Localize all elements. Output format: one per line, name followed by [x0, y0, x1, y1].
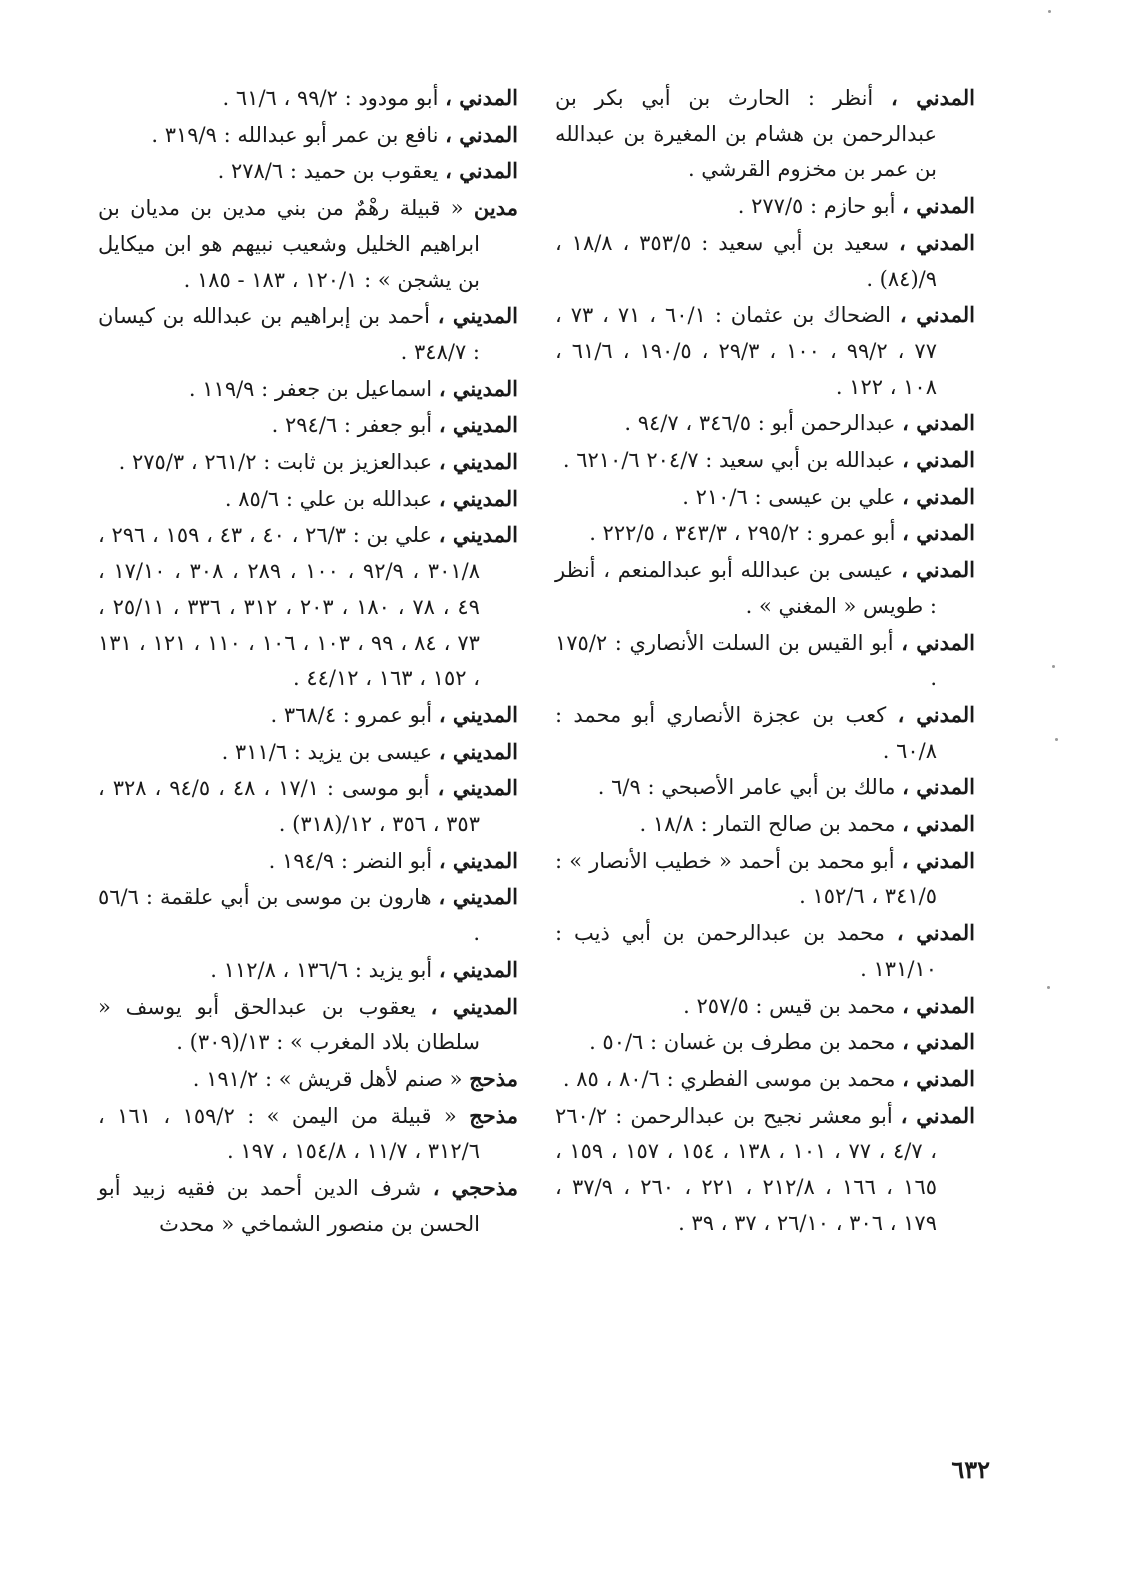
index-entry: [98, 190, 518, 298]
entry-headword: المدني ،: [901, 629, 975, 655]
entry-headword: المدني ،: [902, 520, 975, 546]
index-entry: [98, 153, 518, 190]
entry-text: سعيد بن أبي سعيد : ٣٥٣/٥ ، ١٨/٨ ، ٩/(٨٤) .: [555, 230, 937, 291]
index-entry: [98, 298, 518, 370]
index-entry: [98, 843, 518, 880]
index-entry: [98, 517, 518, 697]
entry-text: علي بن عيسى : ٢١٠/٦ .: [682, 484, 896, 509]
index-entry: [98, 80, 518, 117]
index-entry: [555, 442, 975, 479]
entry-text: أبو يزيد : ١٣٦/٦ ، ١١٢/٨ .: [210, 957, 433, 982]
entry-text: أبو محمد بن أحمد « خطيب الأنصار » : ٣٤١/٥ ، ١٥٢/٦ .: [555, 848, 937, 909]
index-entry: [555, 515, 975, 552]
entry-text: يعقوب بن عبدالحق أبو يوسف « سلطان بلاد المغرب » : ١٣/(٣٠٩) .: [98, 994, 480, 1055]
entry-headword: المديني ،: [438, 485, 518, 511]
index-entry: [555, 988, 975, 1025]
entry-text: علي بن : ٢٦/٣ ، ٤٠ ، ٤٣ ، ١٥٩ ، ٢٩٦ ، ٣٠١/٨ ، ٩٢/٩ ، ١٠٠ ، ٢٨٩ ، ٣٠٨ ، ١٧/١٠ ، ٤٩ ، ٧٨ ، ١٨٠ ، ٢٠٣ ، ٣١٢ ، ٣٣٦ ، ٢٥/١١ ، ٧٣ ، ٨٤ ، ٩٩ ، ١٠٣ ، ١٠٦ ، ١١٠ ، ١٢١ ، ١٣١ ، ١٥٢ ، ١٦٣ ، ٤٤/١٢ .: [98, 523, 480, 691]
index-entry: [98, 117, 518, 154]
entry-headword: المدني ،: [902, 447, 975, 473]
index-entry: [555, 625, 975, 697]
entry-text: محمد بن قيس : ٢٥٧/٥ .: [683, 993, 896, 1018]
entry-headword: المديني ،: [438, 738, 518, 764]
entry-headword: المديني ،: [438, 701, 518, 727]
entry-text: أبو النضر : ١٩٤/٩ .: [268, 848, 433, 873]
index-entry: [98, 697, 518, 734]
entry-text: أبو القيس بن السلت الأنصاري : ١٧٥/٢ .: [555, 630, 937, 691]
entry-headword: المدني ،: [902, 410, 975, 436]
index-entry: [555, 225, 975, 297]
page-number: ٦٣٢: [951, 1455, 990, 1484]
entry-headword: المدني ،: [897, 701, 975, 727]
index-entry: [555, 1061, 975, 1098]
scan-speck: [1055, 738, 1058, 741]
entry-headword: المديني ،: [437, 303, 519, 329]
entry-text: مالك بن أبي عامر الأصبحي : ٦/٩ .: [597, 775, 896, 800]
entry-headword: المديني ،: [438, 956, 518, 982]
entry-headword: المديني ،: [437, 775, 518, 801]
entry-headword: مدين: [473, 195, 518, 221]
entry-headword: المدني ،: [445, 121, 518, 147]
index-entry: [555, 1024, 975, 1061]
entry-headword: المدني ،: [902, 774, 975, 800]
entry-headword: المدني ،: [902, 811, 975, 837]
entry-headword: المدني ،: [445, 85, 518, 110]
entry-headword: المدني ،: [899, 302, 975, 328]
index-entry: [98, 1098, 518, 1170]
entry-headword: المدني ،: [896, 920, 975, 946]
entry-headword: المدني ،: [902, 992, 975, 1018]
entry-headword: المديني ،: [438, 884, 519, 910]
index-entry: [98, 734, 518, 771]
entry-text: هارون بن موسى بن أبي علقمة : ٥٦/٦ .: [98, 885, 480, 946]
entry-headword: المدني ،: [891, 85, 975, 110]
entry-text: عيسى بن يزيد : ٣١١/٦ .: [221, 739, 433, 764]
entry-text: أبو حازم : ٢٧٧/٥ .: [737, 194, 896, 219]
scan-speck: [1048, 10, 1051, 13]
index-entry: [98, 952, 518, 989]
entry-text: يعقوب بن حميد : ٢٧٨/٦ .: [217, 159, 439, 184]
index-entry: [555, 806, 975, 843]
entry-headword: مذحج: [469, 1102, 518, 1128]
entry-text: كعب بن عجزة الأنصاري أبو محمد : ٦٠/٨ .: [555, 702, 937, 763]
index-entry: [555, 1098, 975, 1242]
entry-text: أحمد بن إبراهيم بن عبدالله بن كيسان : ٣٤٨/٧ .: [98, 304, 480, 364]
index-entry: [98, 481, 518, 518]
entry-text: محمد بن مطرف بن غسان : ٥٠/٦ .: [589, 1030, 896, 1055]
entry-text: أبو عمرو : ٢٩٥/٢ ، ٣٤٣/٣ ، ٢٢٢/٥ .: [589, 521, 896, 546]
index-entry: [98, 1170, 518, 1242]
entry-headword: المدني ،: [900, 1102, 975, 1128]
entry-text: عبدالله بن علي : ٨٥/٦ .: [224, 486, 433, 511]
index-entry: [98, 879, 518, 951]
entry-text: أبو مودود : ٩٩/٢ ، ٦١/٦ .: [222, 86, 439, 110]
scan-speck: [1052, 665, 1055, 668]
index-entry: [555, 80, 975, 188]
index-entry: [555, 915, 975, 987]
entry-text: « قبيلة رهْمٌ من بني مدين بن مديان بن ابراهيم الخليل وشعيب نبيهم هو ابن ميكايل بن يشجن » : ١٢٠/١ ، ١٨٣ - ١٨٥ .: [98, 196, 480, 292]
entry-headword: مذحجي ،: [432, 1175, 518, 1201]
entry-text: اسماعيل بن جعفر : ١١٩/٩ .: [188, 376, 433, 401]
entry-text: « صنم لأهل قريش » : ١٩١/٢ .: [192, 1066, 463, 1091]
entry-headword: المدني ،: [902, 1029, 975, 1055]
entry-headword: المديني ،: [438, 449, 518, 475]
index-entry: [555, 479, 975, 516]
index-entry: [555, 188, 975, 225]
entry-headword: المديني ،: [438, 522, 519, 548]
entry-text: أبو معشر نجيح بن عبدالرحمن : ٢٦٠/٢ ، ٤/٧ ، ٧٧ ، ١٠١ ، ١٣٨ ، ١٥٤ ، ١٥٧ ، ١٥٩ ، ١٦٥ ، ١٦٦ ، ٢١٢/٨ ، ٢٢١ ، ٢٦٠ ، ٣٧/٩ ، ١٧٩ ، ٣٠٦ ، ٢٦/١٠ ، ٣٧ ، ٣٩ .: [555, 1103, 938, 1235]
entry-text: أنظر : الحارث بن أبي بكر بن عبدالرحمن بن هشام بن المغيرة بن عبدالله بن عمر بن مخزوم القرشي .: [555, 86, 937, 182]
entry-text: عبدالعزيز بن ثابت : ٢٦١/٢ ، ٢٧٥/٣ .: [118, 450, 433, 475]
index-entry: [555, 297, 975, 405]
entry-text: محمد بن موسى الفطري : ٨٠/٦ ، ٨٥ .: [562, 1066, 896, 1091]
entry-headword: المدني ،: [901, 847, 975, 873]
entry-headword: المديني ،: [430, 993, 518, 1019]
index-entry: [98, 444, 518, 481]
entry-text: محمد بن صالح التمار : ١٨/٨ .: [639, 812, 896, 837]
entry-text: أبو عمرو : ٣٦٨/٤ .: [270, 702, 433, 727]
index-entry: [555, 405, 975, 442]
index-entry: [98, 989, 518, 1061]
left-column: [98, 80, 518, 1243]
entry-headword: المدني ،: [901, 557, 975, 583]
entry-headword: المديني ،: [438, 412, 518, 438]
index-entry: [555, 552, 975, 624]
right-column: [555, 80, 975, 1242]
scan-speck: [1047, 986, 1050, 989]
entry-headword: المديني ،: [438, 375, 518, 401]
index-entry: [98, 1061, 518, 1098]
index-entry: [98, 407, 518, 444]
entry-headword: المدني ،: [902, 483, 975, 509]
entry-text: شرف الدين أحمد بن فقيه زبيد أبو الحسن بن منصور الشماخي « محدث: [98, 1176, 480, 1236]
entry-text: عبدالرحمن أبو : ٣٤٦/٥ ، ٩٤/٧ .: [624, 411, 896, 436]
entry-text: عبدالله بن أبي سعيد : ٢٠٤/٧ ٦٢١٠/٦ .: [562, 448, 896, 473]
index-entry: [98, 770, 518, 842]
entry-text: « قبيلة من اليمن » : ١٥٩/٢ ، ١٦١ ، ٣١٢/٦ ، ١١/٧ ، ١٥٤/٨ ، ١٩٧ .: [98, 1103, 480, 1164]
entry-text: عيسى بن عبدالله أبو عبدالمنعم ، أنظر : طويس « المغني » .: [555, 558, 937, 618]
entry-headword: المديني ،: [438, 847, 518, 873]
index-entry: [98, 371, 518, 408]
index-entry: [555, 769, 975, 806]
index-entry: [555, 843, 975, 915]
entry-headword: المدني ،: [445, 158, 518, 184]
entry-headword: مذحج: [469, 1065, 518, 1091]
entry-text: نافع بن عمر أبو عبدالله : ٣١٩/٩ .: [151, 122, 439, 147]
entry-text: أبو جعفر : ٢٩٤/٦ .: [271, 413, 433, 438]
entry-text: الضحاك بن عثمان : ٦٠/١ ، ٧١ ، ٧٣ ، ٧٧ ، ٩٩/٢ ، ١٠٠ ، ٢٩/٣ ، ١٩٠/٥ ، ٦١/٦ ، ١٠٨ ، ١٢٢ .: [555, 303, 937, 399]
entry-text: محمد بن عبدالرحمن بن أبي ذيب : ١٣١/١٠ .: [555, 921, 937, 981]
index-entry: [555, 697, 975, 769]
entry-text: أبو موسى : ١٧/١ ، ٤٨ ، ٩٤/٥ ، ٣٢٨ ، ٣٥٣ ، ٣٥٦ ، ١٢/(٣١٨) .: [98, 776, 480, 837]
entry-headword: المدني ،: [902, 1065, 975, 1091]
entry-headword: المدني ،: [898, 229, 975, 255]
entry-headword: المدني ،: [902, 193, 975, 219]
